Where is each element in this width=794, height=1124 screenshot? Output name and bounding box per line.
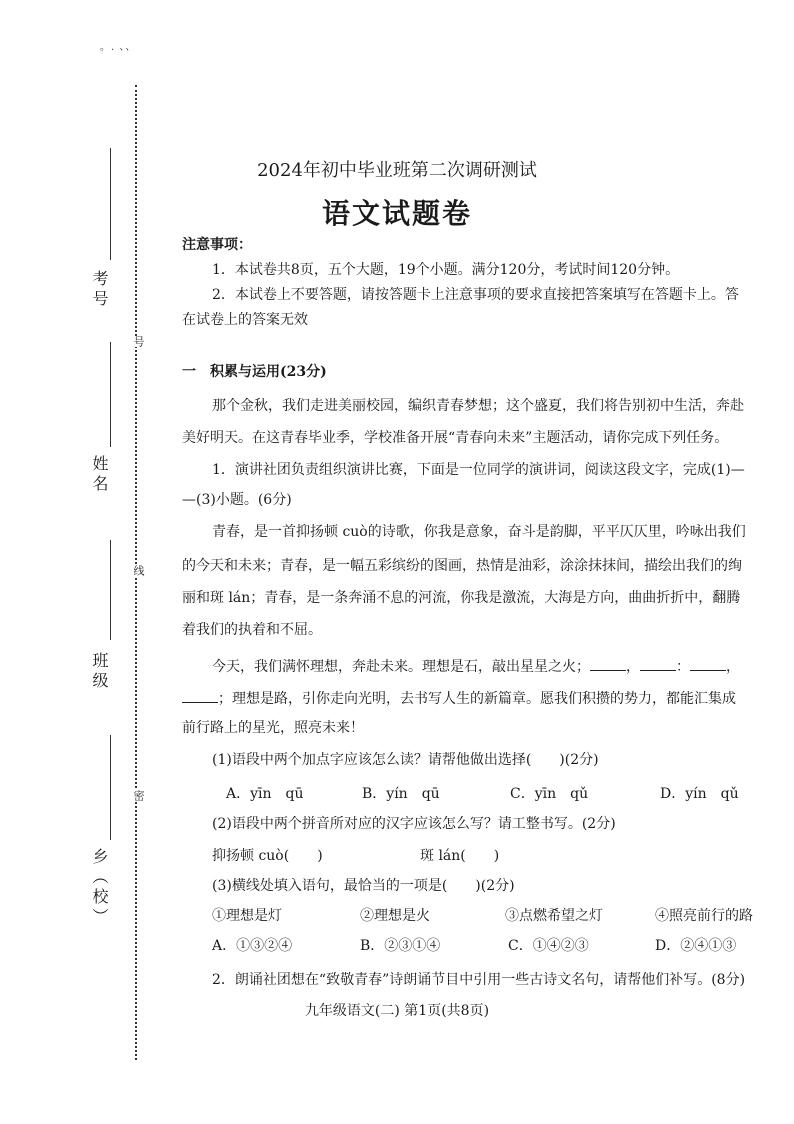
q1-line-1: 1．演讲社团负责组织演讲比赛，下面是一位同学的演讲词，阅读这段文字，完成(1)— xyxy=(212,462,745,478)
class-label: 班级 xyxy=(90,652,109,692)
passage-1-line-1: 青春，是一首抑扬顿 cuò的诗歌，你我是意象，奋斗是韵脚，平平仄仄里，吟咏出我们 xyxy=(212,524,746,540)
fill-blank-1[interactable] xyxy=(590,656,626,671)
sub2-answer-a[interactable]: 抑扬顿 cuò( ) xyxy=(212,848,323,864)
page-footer: 九年级语文(二) 第1页(共8页) xyxy=(304,1003,490,1019)
exam-title: 2024年初中毕业班第二次调研测试 xyxy=(257,160,537,181)
fill-blank-3[interactable] xyxy=(690,656,726,671)
passage-1-line-3: 丽和斑 lán；青春，是一条奔涌不息的河流，你我是激流，大海是方向，曲曲折折中，翻腾 xyxy=(182,590,741,606)
name-label: 姓名 xyxy=(90,455,109,495)
exam-no-label: 考号 xyxy=(90,270,109,310)
notice-heading: 注意事项： xyxy=(182,237,252,253)
sub3-item-4: ④照亮前行的路 xyxy=(655,908,753,924)
sub-question-3: (3)横线处填入语句，最恰当的一项是( )(2分) xyxy=(212,878,515,894)
intro-line-2: 美好明天。在这青春毕业季，学校准备开展“青春向未来”主题活动，请你完成下列任务。 xyxy=(182,430,729,446)
paper-title: 语文试题卷 xyxy=(321,197,472,230)
sub-question-2: (2)语段中两个拼音所对应的汉字应该怎么写？请工整书写。(2分) xyxy=(212,816,616,832)
school-blank xyxy=(110,735,111,840)
sub2-answer-b[interactable]: 斑 lán( ) xyxy=(420,848,500,864)
passage-2-text-2: ；理想是路，引你走向光明，去书写人生的新篇章。愿我们积攒的势力，都能汇集成 xyxy=(218,691,736,707)
sub3-option-c[interactable]: C．①④②③ xyxy=(508,938,589,954)
sub1-option-d[interactable]: D．yín qǔ xyxy=(660,786,739,802)
sub1-option-a[interactable]: A．yīn qū xyxy=(226,786,304,802)
binding-mark-mi: 密 xyxy=(132,790,145,801)
sub3-option-d[interactable]: D．②④①③ xyxy=(655,938,737,954)
question-2: 2．朗诵社团想在“致敬青春”诗朗诵节目中引用一些古诗文名句，请帮他们补写。(8分) xyxy=(212,972,746,988)
passage-2-line-3: 前行路上的星光，照亮未来！ xyxy=(182,720,364,736)
fill-blank-2[interactable] xyxy=(640,656,676,671)
sub3-option-b[interactable]: B．②③①④ xyxy=(360,938,441,954)
binding-mark-hao: 号 xyxy=(132,336,145,347)
sub3-item-2: ②理想是火 xyxy=(360,908,430,924)
passage-2-text: 今天，我们满怀理想，奔赴未来。理想是石，敲出星星之火； xyxy=(212,659,590,675)
q1-line-2: —(3)小题。(6分) xyxy=(182,492,292,508)
name-blank xyxy=(110,342,111,447)
sub-question-1: (1)语段中两个加点字应该怎么读？请帮他做出选择( )(2分) xyxy=(212,752,599,768)
notice-item-2-cont: 在试卷上的答案无效 xyxy=(182,312,308,328)
section-1-heading: 一 积累与运用(23分) xyxy=(182,364,327,380)
sub3-item-1: ①理想是灯 xyxy=(212,908,282,924)
class-blank xyxy=(110,540,111,640)
intro-line-1: 那个金秋，我们走进美丽校园，编织青春梦想；这个盛夏，我们将告别初中生活，奔赴 xyxy=(212,398,744,414)
school-label: 乡（校） xyxy=(90,848,109,928)
notice-item-2: 2．本试卷上不要答题，请按答题卡上注意事项的要求直接把答案填写在答题卡上。答 xyxy=(212,287,739,303)
sub1-option-b[interactable]: B．yín qū xyxy=(362,786,440,802)
notice-item-1: 1．本试卷共8页，五个大题，19个小题。满分120分，考试时间120分钟。 xyxy=(212,262,680,278)
sub3-item-3: ③点燃希望之灯 xyxy=(505,908,603,924)
passage-2-line-1: 今天，我们满怀理想，奔赴未来。理想是石，敲出星星之火； ， ： ， xyxy=(212,656,740,677)
binding-mark-xian: 线 xyxy=(132,565,145,576)
sub1-option-c[interactable]: C．yīn qǔ xyxy=(510,786,589,802)
header-mark: 。. 、、 xyxy=(100,42,137,53)
passage-1-line-4: 着我们的执着和不屈。 xyxy=(182,622,322,638)
sub3-option-a[interactable]: A．①③②④ xyxy=(212,938,293,954)
passage-1-line-2: 的今天和未来；青春，是一幅五彩缤纷的图画，热情是油彩，涂涂抹抹间，描绘出我们的绚 xyxy=(182,558,742,574)
fill-blank-4[interactable] xyxy=(182,688,218,703)
passage-2-line-2 xyxy=(182,688,736,709)
